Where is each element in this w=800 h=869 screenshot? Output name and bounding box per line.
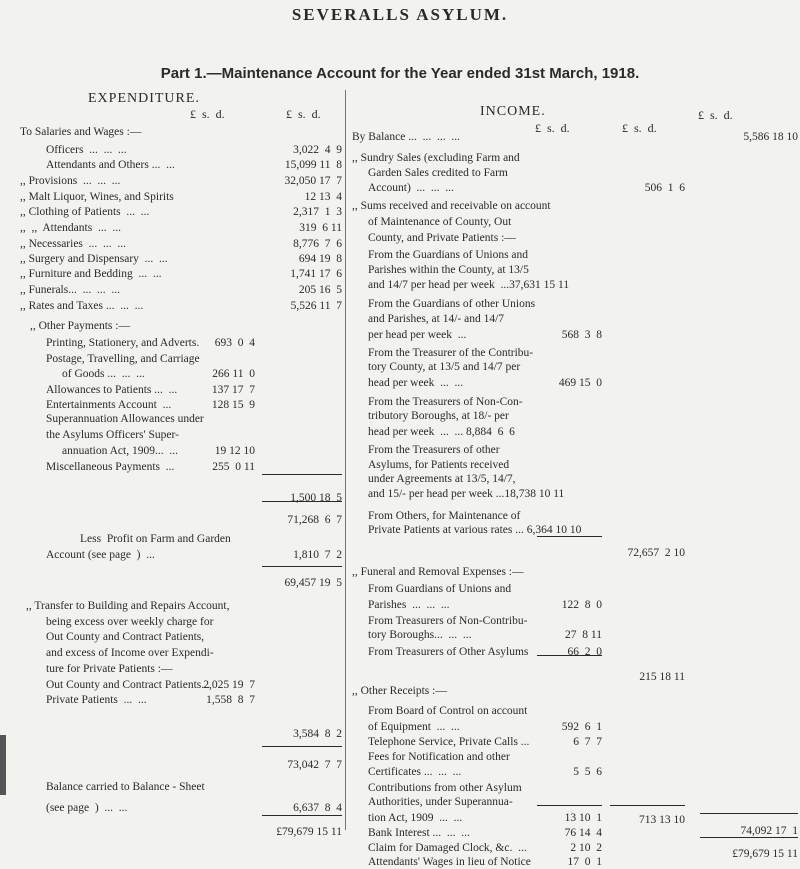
expenditure-line-text: (see page ) ... ... (46, 802, 128, 814)
income-inner-amount: 5 5 6 (573, 766, 602, 778)
expenditure-line-text: ,, Surgery and Dispensary ... ... (20, 253, 168, 265)
income-total-rule (537, 655, 602, 656)
income-line-text: Bank Interest ... ... ... (368, 827, 470, 839)
expenditure-line-text: Officers ... ... ... (46, 144, 127, 156)
income-mid-amount: 713 13 10 (639, 814, 685, 826)
income-line-text: Fees for Notification and other (368, 751, 510, 763)
expenditure-line-text: ,, Funerals... ... ... ... (20, 284, 120, 296)
expenditure-line-text: ,, Malt Liquor, Wines, and Spirits (20, 191, 174, 203)
expenditure-inner-amount: 1,558 8 7 (206, 694, 255, 706)
income-heading: INCOME. (480, 104, 546, 119)
income-inner-amount: 17 0 1 (567, 856, 602, 868)
income-line-text: From Treasurers of Other Asylums (368, 646, 529, 658)
income-outer-amount: 74,092 17 1 (740, 825, 798, 837)
income-line-text: Garden Sales credited to Farm (368, 167, 508, 179)
expenditure-line-text: ,, Other Payments :— (30, 320, 130, 332)
expenditure-outer-amount: 8,776 7 6 (293, 238, 342, 250)
income-line-text: tributory Boroughs, at 18/- per (368, 410, 509, 422)
income-line-text: ,, Funeral and Removal Expenses :— (352, 566, 524, 578)
income-line-text: of Equipment ... ... (368, 721, 460, 733)
expenditure-line-text: annuation Act, 1909... ... (62, 445, 178, 457)
expenditure-outer-amount: 71,268 6 7 (287, 514, 342, 526)
asylum-title: SEVERALLS ASYLUM. (291, 5, 509, 24)
income-mid-amount: 72,657 2 10 (627, 547, 685, 559)
account-subtitle: Part 1.—Maintenance Account for the Year ended 31st March, 1918. (160, 65, 640, 82)
expenditure-inner-amount: 128 15 9 (211, 399, 255, 411)
expenditure-outer-amount: 1,741 17 6 (290, 268, 342, 280)
expenditure-line-text: Private Patients ... ... (46, 694, 147, 706)
income-line-text: From the Treasurers of Non-Con- (368, 396, 523, 408)
income-line-text: From the Treasurers of other (368, 444, 500, 456)
expenditure-heading: EXPENDITURE. (88, 91, 200, 106)
expenditure-inner-amount: 2,025 19 7 (203, 679, 255, 691)
income-line-text: From the Guardians of other Unions (368, 298, 536, 310)
expenditure-line-text: Out County and Contract Patients, (46, 631, 205, 643)
expenditure-line-text: Balance carried to Balance - Sheet (46, 781, 205, 793)
income-inner-amount: 469 15 0 (558, 377, 602, 389)
income-line-text: under Agreements at 13/5, 14/7, (368, 473, 516, 485)
expenditure-line-text: Entertainments Account ... (46, 399, 172, 411)
expenditure-outer-currency-header: £ s. d. (286, 107, 321, 121)
income-total-rule (537, 536, 602, 537)
expenditure-total-rule (262, 474, 342, 475)
income-line-text: Parishes ... ... ... (368, 599, 450, 611)
income-line-text: head per week ... ... (368, 377, 464, 389)
income-outer-amount: 5,586 18 10 (743, 131, 798, 143)
income-line-text: and 14/7 per head per week ...37,631 15 11 (368, 279, 570, 291)
expenditure-outer-amount: 205 16 5 (298, 284, 342, 296)
expenditure-inner-amount: 19 12 10 (214, 445, 255, 457)
income-line-text: Contributions from other Asylum (368, 782, 522, 794)
income-line-text: From Others, for Maintenance of (368, 510, 521, 522)
income-outer-amount: £79,679 15 11 (732, 848, 798, 860)
expenditure-line-text: Account (see page ) ... (46, 549, 155, 561)
page-edge-shadow (0, 735, 6, 795)
expenditure-inner-amount: 266 11 0 (212, 368, 255, 380)
income-mid-amount: 506 1 6 (644, 182, 685, 194)
income-line-text: ,, Sums received and receivable on account (352, 200, 551, 212)
expenditure-outer-amount: £79,679 15 11 (276, 826, 342, 838)
expenditure-outer-amount: 69,457 19 5 (284, 577, 342, 589)
income-line-text: tion Act, 1909 ... ... (368, 812, 463, 824)
income-inner-currency-header: £ s. d. (535, 121, 570, 135)
expenditure-inner-amount: 255 0 11 (212, 461, 255, 473)
income-inner-amount: 27 8 11 (565, 629, 602, 641)
income-line-text: Certificates ... ... ... (368, 766, 462, 778)
expenditure-total-rule (262, 815, 342, 816)
income-line-text: Account) ... ... ... (368, 182, 454, 194)
expenditure-outer-amount: 12 13 4 (304, 191, 342, 203)
expenditure-outer-amount: 3,022 4 9 (293, 144, 342, 156)
income-mid-amount: 215 18 11 (639, 671, 685, 683)
expenditure-outer-amount: 15,099 11 8 (284, 159, 342, 171)
income-inner-amount: 13 10 1 (564, 812, 602, 824)
expenditure-outer-amount: 5,526 11 7 (290, 300, 342, 312)
expenditure-line-text: ,, Furniture and Bedding ... ... (20, 268, 162, 280)
expenditure-outer-amount: 2,317 1 3 (293, 206, 342, 218)
expenditure-outer-amount: 1,500 18 5 (290, 492, 342, 504)
income-line-text: and Parishes, at 14/- and 14/7 (368, 313, 505, 325)
expenditure-outer-amount: 6,637 8 4 (293, 802, 342, 814)
income-line-text: County, and Private Patients :— (368, 232, 516, 244)
income-line-text: Parishes within the County, at 13/5 (368, 264, 529, 276)
income-inner-amount: 2 10 2 (570, 842, 602, 854)
expenditure-outer-amount: 1,810 7 2 (293, 549, 342, 561)
income-inner-amount: 122 8 0 (561, 599, 602, 611)
expenditure-line-text: Printing, Stationery, and Adverts. (46, 337, 200, 349)
expenditure-total-rule (262, 566, 342, 567)
income-line-text: Claim for Damaged Clock, &c. ... (368, 842, 527, 854)
income-total-rule (700, 813, 798, 814)
expenditure-line-text: Superannuation Allowances under (46, 413, 204, 425)
expenditure-line-text: ,, Necessaries ... ... ... (20, 238, 127, 250)
expenditure-line-text: ,, ,, Attendants ... ... (20, 222, 121, 234)
income-mid-currency-header: £ s. d. (622, 121, 657, 135)
income-inner-amount: 568 3 8 (561, 329, 602, 341)
income-line-text: per head per week ... (368, 329, 467, 341)
expenditure-line-text: Miscellaneous Payments ... (46, 461, 175, 473)
income-line-text: From the Treasurer of the Contribu- (368, 347, 534, 359)
income-inner-amount: 592 6 1 (561, 721, 602, 733)
income-line-text: and 15/- per head per week ...18,738 10 11 (368, 488, 565, 500)
income-line-text: From Board of Control on account (368, 705, 528, 717)
income-total-rule (700, 837, 798, 838)
income-line-text: From Treasurers of Non-Contribu- (368, 615, 528, 627)
income-inner-amount: 66 2 0 (567, 646, 602, 658)
income-line-text: Asylums, for Patients received (368, 459, 510, 471)
income-line-text: of Maintenance of County, Out (368, 216, 512, 228)
income-total-rule (537, 805, 602, 806)
income-line-text: ,, Other Receipts :— (352, 685, 447, 697)
expenditure-outer-amount: 73,042 7 7 (287, 759, 342, 771)
expenditure-inner-currency-header: £ s. d. (190, 107, 225, 121)
income-line-text: tory County, at 13/5 and 14/7 per (368, 361, 521, 373)
income-line-text: From Guardians of Unions and (368, 583, 512, 595)
expenditure-total-rule (262, 746, 342, 747)
expenditure-line-text: Postage, Travelling, and Carriage (46, 353, 200, 365)
income-line-text: From the Guardians of Unions and (368, 249, 529, 261)
expenditure-line-text: ture for Private Patients :— (46, 663, 173, 675)
expenditure-total-rule (262, 501, 342, 502)
expenditure-line-text: Attendants and Others ... ... (46, 159, 175, 171)
expenditure-line-text: of Goods ... ... ... (62, 368, 145, 380)
expenditure-inner-amount: 137 17 7 (211, 384, 255, 396)
expenditure-inner-amount: 693 0 4 (214, 337, 255, 349)
column-divider (345, 90, 346, 830)
income-line-text: Private Patients at various rates ... 6,364 10 10 (368, 524, 582, 536)
expenditure-line-text: To Salaries and Wages :— (20, 126, 142, 138)
expenditure-line-text: ,, Transfer to Building and Repairs Account, (26, 600, 230, 612)
expenditure-line-text: ,, Provisions ... ... ... (20, 175, 121, 187)
expenditure-line-text: ,, Rates and Taxes ... ... ... (20, 300, 144, 312)
income-line-text: ,, Sundry Sales (excluding Farm and (352, 152, 520, 164)
expenditure-line-text: the Asylums Officers' Super- (46, 429, 179, 441)
expenditure-line-text: Less Profit on Farm and Garden (80, 533, 231, 545)
expenditure-outer-amount: 3,584 8 2 (293, 728, 342, 740)
income-line-text: Telephone Service, Private Calls ... (368, 736, 530, 748)
income-inner-amount: 76 14 4 (564, 827, 602, 839)
income-line-text: By Balance ... ... ... ... (352, 131, 460, 143)
expenditure-line-text: Out County and Contract Patients... (46, 679, 210, 691)
expenditure-outer-amount: 319 6 11 (299, 222, 342, 234)
income-line-text: tory Boroughs... ... ... (368, 629, 472, 641)
expenditure-line-text: ,, Clothing of Patients ... ... (20, 206, 150, 218)
expenditure-outer-amount: 694 19 8 (298, 253, 342, 265)
expenditure-outer-amount: 32,050 17 7 (284, 175, 342, 187)
income-outer-currency-header: £ s. d. (698, 108, 733, 122)
income-inner-amount: 6 7 7 (573, 736, 602, 748)
expenditure-line-text: and excess of Income over Expendi- (46, 647, 214, 659)
income-line-text: Attendants' Wages in lieu of Notice (368, 856, 531, 868)
income-total-rule (610, 805, 685, 806)
income-line-text: Authorities, under Superannua- (368, 796, 513, 808)
income-line-text: head per week ... ... 8,884 6 6 (368, 426, 515, 438)
expenditure-line-text: being excess over weekly charge for (46, 616, 214, 628)
expenditure-line-text: Allowances to Patients ... ... (46, 384, 178, 396)
